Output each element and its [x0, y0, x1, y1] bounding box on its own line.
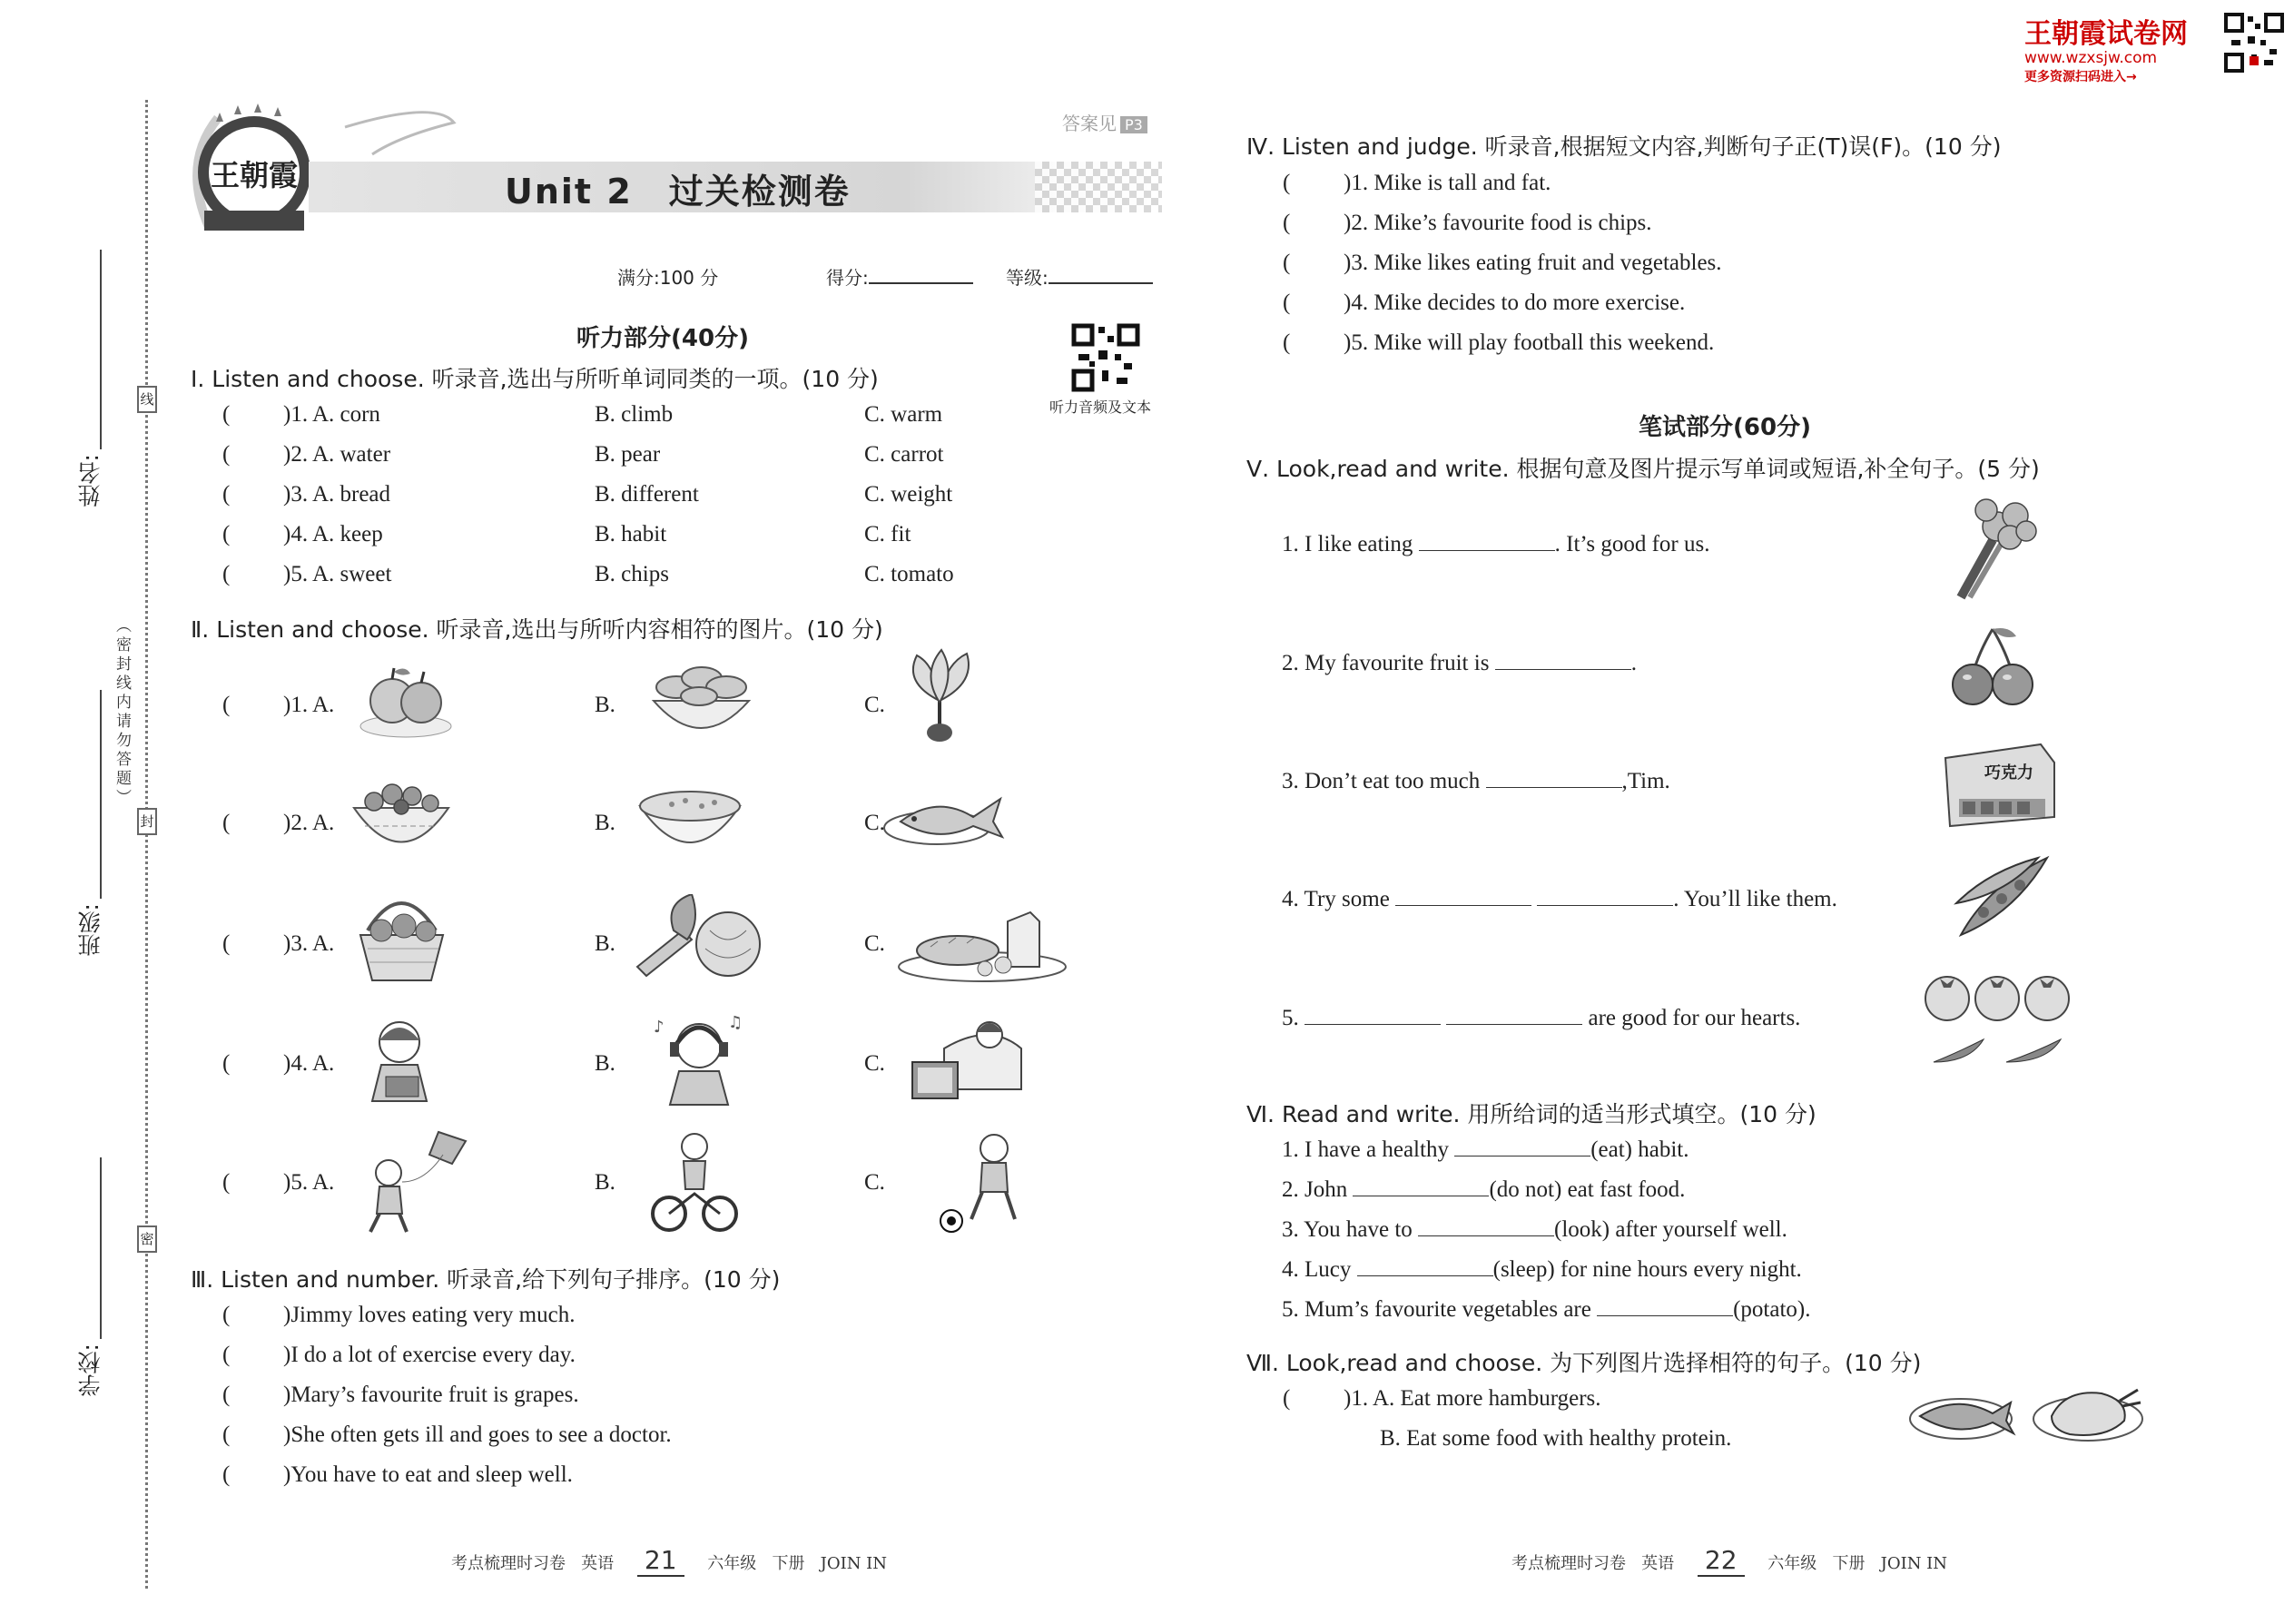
q1-option-c-4: C. fit: [864, 522, 911, 546]
q2-option-a-5: )5. A.: [283, 1170, 335, 1195]
footer-right: [1511, 1545, 1947, 1575]
fish-plate-icon: [882, 781, 1009, 853]
footer-left-book: 考点梳理时习卷: [451, 1554, 566, 1573]
celery-icon: [1943, 490, 2043, 604]
q3-sentence-4: )She often gets ill and goes to see a doctor.: [283, 1422, 672, 1447]
q5-4-start: 4. Try some: [1282, 887, 1390, 911]
q6-3-end: (look) after yourself well.: [1554, 1217, 1787, 1242]
q4-answer-2[interactable]: (: [1283, 211, 1291, 235]
class-label: 班级:: [77, 903, 103, 957]
q1-option-c-2: C. carrot: [864, 442, 944, 467]
q2-option-c-4: C.: [864, 1051, 885, 1076]
chocolate-label: 巧克力: [1984, 763, 2033, 782]
footer-left-page: 21: [637, 1545, 684, 1577]
q2-option-b-1: B.: [595, 693, 615, 717]
q2-option-c-3: C.: [864, 931, 885, 956]
q3-answer-5[interactable]: (: [222, 1462, 231, 1487]
q7-option-b: B. Eat some food with healthy protein.: [1380, 1426, 1732, 1451]
footer-right-grade: 六年级: [1767, 1554, 1817, 1573]
q1-answer-2[interactable]: (: [222, 442, 231, 467]
q3-answer-3[interactable]: (: [222, 1383, 231, 1407]
class-field[interactable]: [100, 690, 102, 899]
name-label: 姓名:: [77, 454, 103, 507]
q7-option-a: )1. A. Eat more hamburgers.: [1344, 1386, 1601, 1411]
q2-option-c-1: C.: [864, 693, 885, 717]
brand-qr-code-icon[interactable]: [2224, 13, 2284, 73]
q6-sentence-1: [1282, 1137, 1689, 1163]
q6-sentence-2: [1282, 1177, 1685, 1203]
q7-answer-1[interactable]: (: [1283, 1386, 1291, 1411]
q2-answer-3[interactable]: (: [222, 931, 231, 956]
title-banner-pattern: [1035, 162, 1162, 212]
q5-1-blank[interactable]: [1419, 549, 1555, 551]
q1-option-c-5: C. tomato: [864, 562, 954, 586]
q5-sentence-3: [1282, 769, 1670, 794]
q6-2-end: (do not) eat fast food.: [1489, 1177, 1686, 1202]
q5-5-blank-2[interactable]: [1446, 1023, 1582, 1025]
listening-qr-code-icon[interactable]: [1071, 323, 1140, 392]
seal-note: （密封线内请勿答题）: [113, 617, 131, 808]
q1-option-b-5: B. chips: [595, 562, 669, 586]
qr-caption: 听力音频及文本: [1049, 399, 1152, 416]
q6-1-start: 1. I have a healthy: [1282, 1137, 1449, 1162]
q3-sentence-5: )You have to eat and sleep well.: [283, 1462, 573, 1487]
q1-option-a-4: )4. A. keep: [283, 522, 383, 546]
listening-section-title: 听力部分(40分): [576, 325, 749, 352]
apples-icon: [356, 655, 456, 742]
q6-3-blank[interactable]: [1418, 1235, 1554, 1236]
q1-answer-4[interactable]: (: [222, 522, 231, 546]
q6-3-start: 3. You have to: [1282, 1217, 1413, 1242]
q2-answer-2[interactable]: (: [222, 811, 231, 835]
svg-text:♫: ♫: [728, 1013, 743, 1032]
q2-option-b-3: B.: [595, 931, 615, 956]
q1-option-c-1: C. warm: [864, 402, 943, 427]
fish-and-chicken-icon: [1906, 1375, 2147, 1448]
q1-option-b-2: B. pear: [595, 442, 661, 467]
q5-1-end: . It’s good for us.: [1554, 532, 1710, 556]
q5-3-blank[interactable]: [1486, 786, 1622, 788]
cherries-icon: [1947, 625, 2038, 711]
fruit-basket-icon: [350, 890, 454, 989]
q2-option-a-3: )3. A.: [283, 931, 335, 956]
girl-reading-icon: [354, 1015, 449, 1106]
q5-4-blank-2[interactable]: [1537, 904, 1673, 906]
score-label: 得分:: [826, 267, 869, 289]
q1-option-a-2: )2. A. water: [283, 442, 391, 467]
score-field[interactable]: [826, 263, 973, 290]
q5-1-start: 1. I like eating: [1282, 532, 1413, 556]
q1-option-c-3: C. weight: [864, 482, 953, 507]
q6-5-blank[interactable]: [1597, 1314, 1733, 1316]
q2-answer-1[interactable]: (: [222, 693, 231, 717]
q6-1-blank[interactable]: [1454, 1155, 1590, 1156]
q2-heading: Ⅱ. Listen and choose. 听录音,选出与所听内容相符的图片。(10 分): [191, 616, 883, 643]
q1-option-b-3: B. different: [595, 482, 699, 507]
q5-sentence-5: [1282, 1006, 1800, 1031]
name-field[interactable]: [100, 250, 102, 449]
q5-2-blank[interactable]: [1495, 668, 1631, 670]
q1-heading: Ⅰ. Listen and choose. 听录音,选出与所听单词同类的一项。(10 分): [191, 366, 879, 392]
q5-3-end: ,Tim.: [1621, 769, 1670, 793]
binding-dotted-line: [145, 100, 148, 1589]
q3-answer-2[interactable]: (: [222, 1343, 231, 1367]
q5-4-blank-1[interactable]: [1395, 904, 1531, 906]
chicken-wings-bowl-icon: [640, 655, 763, 742]
brand-name: 王朝霞试卷网: [2024, 18, 2188, 50]
q2-option-a-4: )4. A.: [283, 1051, 335, 1076]
footer-right-edition: JOIN IN: [1880, 1554, 1948, 1573]
q4-statement-1: )1. Mike is tall and fat.: [1344, 171, 1551, 195]
footer-left-edition: JOIN IN: [820, 1554, 888, 1573]
page-title: [505, 163, 851, 213]
girl-watching-tv-icon: [908, 1012, 1026, 1107]
answer-ref-page: P3: [1120, 116, 1147, 133]
q4-statement-4: )4. Mike decides to do more exercise.: [1344, 290, 1686, 315]
q6-4-start: 4. Lucy: [1282, 1257, 1352, 1282]
school-field[interactable]: [100, 1157, 102, 1339]
footer-right-term: 下册: [1832, 1554, 1866, 1573]
q5-3-start: 3. Don’t eat too much: [1282, 769, 1481, 793]
footer-left-grade: 六年级: [707, 1554, 757, 1573]
q4-heading: Ⅳ. Listen and judge. 听录音,根据短文内容,判断句子正(T)误(F)。(10 分): [1246, 133, 2002, 160]
q6-sentence-5: [1282, 1297, 1811, 1323]
q6-heading: Ⅵ. Read and write. 用所给词的适当形式填空。(10 分): [1246, 1101, 1816, 1127]
salad-bowl-icon: [347, 776, 456, 858]
footer-right-page: 22: [1698, 1545, 1745, 1577]
bread-and-milk-icon: [894, 903, 1071, 985]
q5-2-end: .: [1630, 651, 1637, 675]
q4-statement-2: )2. Mike’s favourite food is chips.: [1344, 211, 1652, 235]
q5-sentence-2: [1282, 651, 1637, 676]
footer-left-subject: 英语: [581, 1554, 615, 1573]
footer-left-term: 下册: [772, 1554, 805, 1573]
logo-text: 王朝霞: [211, 158, 299, 192]
q3-heading: Ⅲ. Listen and number. 听录音,给下列句子排序。(10 分): [191, 1266, 781, 1293]
q5-5-start: 5.: [1282, 1006, 1299, 1030]
q1-answer-1[interactable]: (: [222, 402, 231, 427]
writing-section-title: 笔试部分(60分): [1639, 414, 1811, 441]
grade-label: 等级:: [1006, 267, 1049, 289]
q2-option-b-4: B.: [595, 1051, 615, 1076]
spinach-icon: [894, 646, 985, 746]
tomatoes-and-peppers-icon: [1920, 971, 2079, 1076]
q5-heading: Ⅴ. Look,read and write. 根据句意及图片提示写单词或短语,补全句子。(5 分): [1246, 456, 2040, 482]
q1-answer-5[interactable]: (: [222, 562, 231, 586]
school-label: 学校:: [77, 1343, 103, 1397]
brand-url[interactable]: www.wzxsjw.com: [2024, 49, 2158, 67]
unit-label: Unit 2: [505, 172, 633, 212]
q1-option-a-5: )5. A. sweet: [283, 562, 392, 586]
q4-statement-5: )5. Mike will play football this weekend.: [1344, 330, 1715, 355]
q3-sentence-2: )I do a lot of exercise every day.: [283, 1343, 576, 1367]
q5-5-blank-1[interactable]: [1305, 1023, 1441, 1025]
q4-answer-4[interactable]: (: [1283, 290, 1291, 315]
q4-answer-5[interactable]: (: [1283, 330, 1291, 355]
q2-option-b-2: B.: [595, 811, 615, 835]
peas-icon: [1952, 849, 2056, 944]
rice-bowl-icon: [631, 779, 749, 856]
q6-5-end: (potato).: [1733, 1297, 1811, 1322]
q2-answer-5[interactable]: (: [222, 1170, 231, 1195]
q1-option-b-1: B. climb: [595, 402, 674, 427]
q6-4-end: (sleep) for nine hours every night.: [1492, 1257, 1802, 1282]
brand-block: [2024, 11, 2188, 85]
q5-sentence-4: [1282, 887, 1837, 912]
q2-option-a-2: )2. A.: [283, 811, 335, 835]
grade-field[interactable]: [1006, 263, 1153, 290]
footer-left: [451, 1545, 887, 1575]
q4-answer-3[interactable]: (: [1283, 251, 1291, 275]
answer-reference: [1062, 109, 1147, 135]
boy-playing-football-icon: [935, 1130, 1035, 1235]
q2-option-a-1: )1. A.: [283, 693, 335, 717]
q7-heading: Ⅶ. Look,read and choose. 为下列图片选择相符的句子。(10 分): [1246, 1350, 1922, 1376]
q3-sentence-1: )Jimmy loves eating very much.: [283, 1303, 576, 1327]
q5-2-start: 2. My favourite fruit is: [1282, 651, 1490, 675]
footer-right-book: 考点梳理时习卷: [1511, 1554, 1626, 1573]
q2-option-c-2: C.: [864, 811, 885, 835]
q6-sentence-4: [1282, 1257, 1802, 1283]
q6-1-end: (eat) habit.: [1590, 1137, 1689, 1162]
q3-sentence-3: )Mary’s favourite fruit is grapes.: [283, 1383, 579, 1407]
q1-answer-3[interactable]: (: [222, 482, 231, 507]
test-title: 过关检测卷: [668, 172, 851, 212]
q6-sentence-3: [1282, 1217, 1787, 1243]
full-score: 满分:100 分: [617, 267, 719, 289]
seal-mark-2: 封: [137, 808, 157, 835]
q2-answer-4[interactable]: (: [222, 1051, 231, 1076]
q6-2-start: 2. John: [1282, 1177, 1348, 1202]
chocolate-icon: [1941, 740, 2059, 831]
q1-option-a-3: )3. A. bread: [283, 482, 391, 507]
boy-riding-bike-icon: [649, 1130, 740, 1235]
answer-ref-label: 答案见: [1062, 113, 1117, 134]
q5-5-end: are good for our hearts.: [1588, 1006, 1801, 1030]
q6-5-start: 5. Mum’s favourite vegetables are: [1282, 1297, 1591, 1322]
q6-2-blank[interactable]: [1353, 1195, 1489, 1196]
vegetables-icon: [628, 894, 764, 985]
q4-statement-3: )3. Mike likes eating fruit and vegetables.: [1344, 251, 1722, 275]
q2-option-c-5: C.: [864, 1170, 885, 1195]
q3-answer-1[interactable]: (: [222, 1303, 231, 1327]
q5-sentence-1: [1282, 532, 1709, 557]
seal-mark-3: 密: [137, 1225, 157, 1253]
svg-text:♪: ♪: [654, 1018, 665, 1037]
q1-option-a-1: )1. A. corn: [283, 402, 380, 427]
q5-4-end: . You’ll like them.: [1673, 887, 1837, 911]
q2-option-b-5: B.: [595, 1170, 615, 1195]
girl-with-headphones-icon: [645, 1009, 749, 1109]
q1-option-b-4: B. habit: [595, 522, 667, 546]
q4-answer-1[interactable]: (: [1283, 171, 1291, 195]
brand-tagline: 更多资源扫码进入→: [2024, 70, 2137, 84]
q6-4-blank[interactable]: [1357, 1275, 1493, 1276]
footer-right-subject: 英语: [1641, 1554, 1675, 1573]
seal-mark-1: 线: [137, 386, 157, 413]
q3-answer-4[interactable]: (: [222, 1422, 231, 1447]
boy-flying-kite-icon: [352, 1127, 470, 1236]
